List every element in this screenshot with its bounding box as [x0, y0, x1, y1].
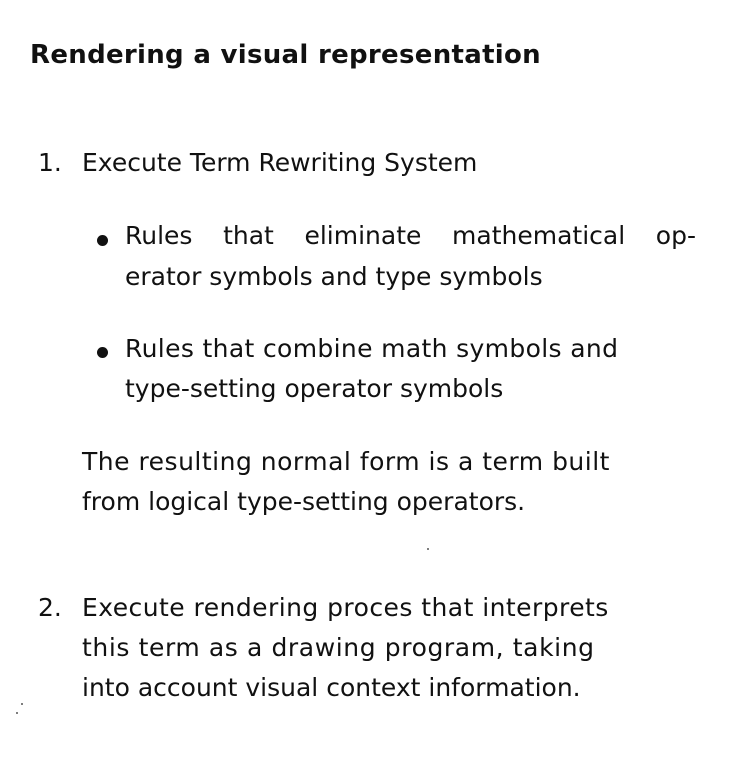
- item-1-heading: Execute Term Rewriting System: [82, 148, 478, 177]
- item-2-number: 2.: [38, 593, 62, 622]
- scan-speck: [16, 712, 18, 714]
- item-2-line-3: into account visual context information.: [82, 673, 581, 702]
- bullet-1-line-1: [125, 221, 696, 250]
- page-title: Rendering a visual representation: [30, 40, 541, 70]
- item-1-number: 1.: [38, 148, 62, 177]
- word: Rules: [125, 221, 193, 250]
- item-2-line-1: Execute rendering proces that interprets: [82, 593, 609, 622]
- word: eliminate: [304, 221, 422, 250]
- item-2-line-2: this term as a drawing program, taking: [82, 633, 595, 662]
- scan-speck: [427, 548, 429, 550]
- bullet-2-line-1: Rules that combine math symbols and: [125, 334, 619, 363]
- bullet-2-line-2: type-setting operator symbols: [125, 374, 504, 403]
- bullet-icon: [97, 347, 108, 358]
- note-line-1: The resulting normal form is a term built: [82, 447, 610, 476]
- word: op-: [655, 221, 696, 250]
- bullet-icon: [97, 235, 108, 246]
- bullet-1-line-2: erator symbols and type symbols: [125, 262, 543, 291]
- word: that: [223, 221, 274, 250]
- note-line-2: from logical type-setting operators.: [82, 487, 526, 516]
- scan-speck: [21, 703, 23, 705]
- word: mathematical: [452, 221, 626, 250]
